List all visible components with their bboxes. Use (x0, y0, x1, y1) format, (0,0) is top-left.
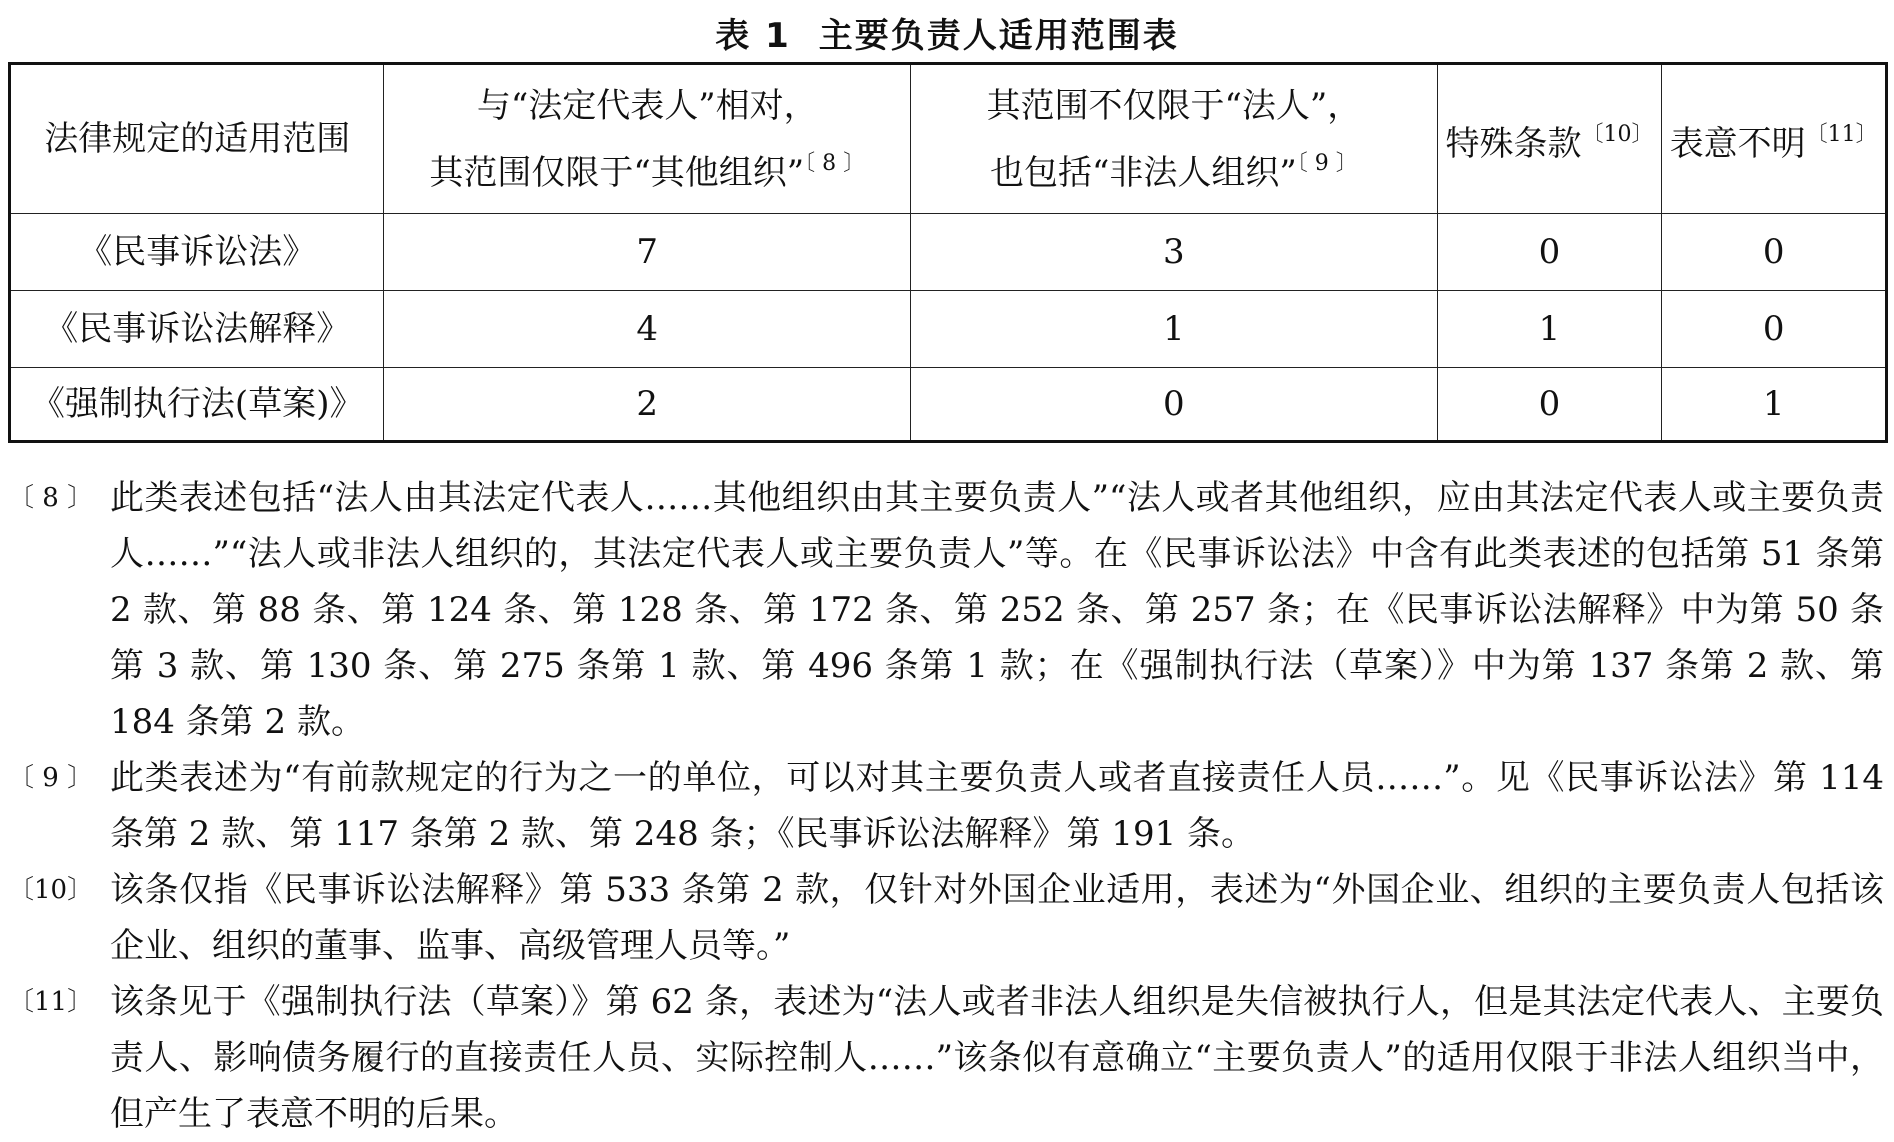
table-row (10, 291, 1887, 368)
footnote-text: 此类表述包括“法人由其法定代表人……其他组织由其主要负责人”“法人或者其他组织，应由其法定代表人或主要负责人……”“法人或非法人组织的，其法定代表人或主要负责人”等。在《民事诉讼法》中含有此类表述的包括第 51 条第 2 款、第 88 条、第 124 条、第 128 条、第 172 条、第 252 条、第 257 条；在《民事诉讼法解释》中为第 50 条第 3 款、第 130 条、第 275 条第 1 款、第 496 条第 1 款；在《强制执行法（草案）》中为第 137 条第 2 款、第 184 条第 2 款。 (110, 478, 1884, 742)
cell-value: 0 (911, 368, 1438, 442)
header-cell-scope (10, 64, 384, 214)
cell-value: 0 (1437, 368, 1662, 442)
header-line: 其范围不仅限于“法人”， (986, 85, 1362, 126)
header-line: 也包括“非法人组织” (989, 152, 1297, 193)
cell-value: 0 (1437, 214, 1662, 291)
cell-value: 1 (911, 291, 1438, 368)
table-title (0, 8, 1894, 57)
footnote-10 (8, 862, 1884, 974)
table-title-text: 主要负责人适用范围表 (818, 16, 1179, 56)
footnote-text: 此类表述为“有前款规定的行为之一的单位，可以对其主要负责人或者直接责任人员……”。见《民事诉讼法》第 114 条第 2 款、第 117 条第 2 款、第 248 条；《民事诉讼法解释》第 191 条。 (110, 758, 1884, 854)
cell-value: 3 (911, 214, 1438, 291)
header-line: 特殊条款 (1445, 123, 1582, 164)
table-number: 表 1 (715, 16, 791, 56)
row-law-name: 《民事诉讼法》 (10, 214, 384, 291)
footnote-ref: 〔 9 〕 (1296, 150, 1358, 176)
cell-value: 1 (1662, 368, 1887, 442)
header-line: 表意不明 (1669, 123, 1806, 164)
footnote-mark: 〔 8 〕 (8, 483, 94, 513)
footnote-mark: 〔11〕 (8, 987, 94, 1017)
header-cell-special-clause (1437, 64, 1662, 214)
header-cell-unclear (1662, 64, 1887, 214)
footnote-text: 该条见于《强制执行法（草案）》第 62 条，表述为“法人或者非法人组织是失信被执行人，但是其法定代表人、主要负责人、影响债务履行的直接责任人员、实际控制人……”该条似有意确立“主要负责人”的适用仅限于非法人组织当中，但产生了表意不明的后果。 (110, 982, 1884, 1134)
footnote-ref: 〔10〕 (1581, 121, 1654, 147)
table-row (10, 368, 1887, 442)
footnote-mark: 〔 9 〕 (8, 763, 94, 793)
header-line: 法律规定的适用范围 (44, 119, 351, 159)
footnote-11 (8, 974, 1884, 1142)
header-line: 与“法定代表人”相对， (476, 85, 818, 126)
cell-value: 2 (384, 368, 911, 442)
cell-value: 0 (1662, 291, 1887, 368)
table-row (10, 214, 1887, 291)
header-cell-other-org-only (384, 64, 911, 214)
table-header-row (10, 64, 1887, 214)
header-cell-non-legal-person (911, 64, 1438, 214)
cell-value: 4 (384, 291, 911, 368)
cell-value: 7 (384, 214, 911, 291)
footnote-mark: 〔10〕 (8, 875, 94, 905)
footnote-9 (8, 750, 1884, 862)
responsibility-scope-table (8, 62, 1888, 443)
cell-value: 0 (1662, 214, 1887, 291)
row-law-name: 《民事诉讼法解释》 (10, 291, 384, 368)
footnote-text: 该条仅指《民事诉讼法解释》第 533 条第 2 款，仅针对外国企业适用，表述为“外国企业、组织的主要负责人包括该企业、组织的董事、监事、高级管理人员等。” (110, 870, 1884, 966)
row-law-name: 《强制执行法(草案)》 (10, 368, 384, 442)
header-line: 其范围仅限于“其他组织” (429, 152, 805, 193)
footnote-ref: 〔11〕 (1805, 121, 1878, 147)
footnote-8 (8, 470, 1884, 750)
footnotes (8, 470, 1884, 1142)
footnote-ref: 〔 8 〕 (804, 150, 866, 176)
cell-value: 1 (1437, 291, 1662, 368)
